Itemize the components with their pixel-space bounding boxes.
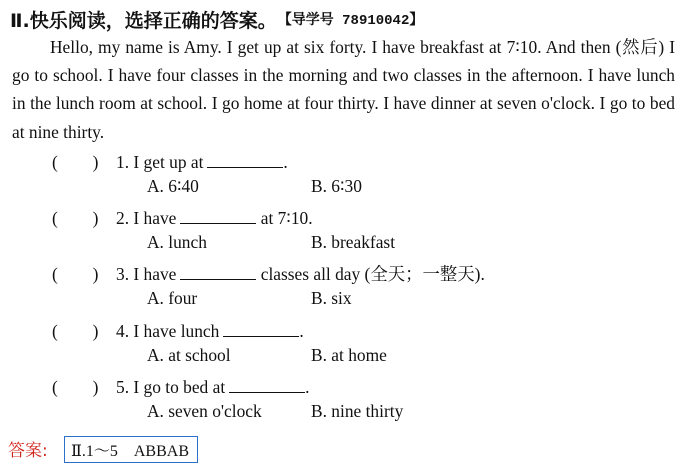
option-a: A. 6∶40 — [147, 176, 199, 196]
question-text-end: at 7∶10. — [260, 208, 313, 228]
answer-blank — [180, 208, 256, 224]
question-3 — [52, 260, 485, 285]
answer-paren: ( ) — [52, 321, 99, 341]
answer-blank — [207, 152, 283, 168]
question-text: 2. I have — [116, 208, 177, 228]
question-5 — [52, 373, 310, 398]
question-1 — [52, 148, 288, 173]
answer-paren: ( ) — [52, 264, 99, 284]
answer-paren: ( ) — [52, 152, 99, 172]
answer-box: Ⅱ.1～5 ABBAB — [64, 436, 198, 463]
question-text: 4. I have lunch — [116, 321, 220, 341]
question-text-end: classes all day (全天；一整天). — [260, 264, 485, 284]
option-b: B. nine thirty — [311, 401, 404, 421]
answer-blank — [223, 321, 299, 337]
section-title — [10, 6, 423, 33]
answer-paren: ( ) — [52, 377, 99, 397]
option-a: A. lunch — [147, 232, 207, 252]
answer-blank — [229, 377, 305, 393]
option-b: B. at home — [311, 345, 387, 365]
section-heading: Ⅱ.快乐阅读，选择正确的答案。 — [10, 10, 277, 32]
reading-passage — [12, 33, 675, 146]
option-b: B. breakfast — [311, 232, 396, 252]
question-text-end: . — [299, 321, 304, 341]
answer-paren: ( ) — [52, 208, 99, 228]
answer-label: 答案: — [8, 441, 48, 461]
guide-code: 【导学号 78910042】 — [284, 13, 424, 29]
option-b: B. six — [311, 288, 352, 308]
question-text: 5. I go to bed at — [116, 377, 226, 397]
question-text-end: . — [305, 377, 310, 397]
option-a: A. four — [147, 288, 198, 308]
question-text: 1. I get up at — [116, 152, 204, 172]
question-2 — [52, 204, 313, 229]
passage-text: Hello, my name is Amy. I get up at six forty. I have breakfast at 7∶10. And then (然后) I go to school. I have four classes in the morning and two classes in the afternoon. I have lunch in the lunch room at school. I go home at four thirty. I have dinner at seven o'clock. I go to bed at nine thirty. — [12, 37, 675, 142]
question-4 — [52, 317, 304, 342]
option-a: A. seven o'clock — [147, 401, 262, 421]
answer-blank — [180, 264, 256, 280]
question-text-end: . — [283, 152, 288, 172]
question-text: 3. I have — [116, 264, 177, 284]
option-a: A. at school — [147, 345, 231, 365]
option-b: B. 6∶30 — [311, 176, 362, 196]
